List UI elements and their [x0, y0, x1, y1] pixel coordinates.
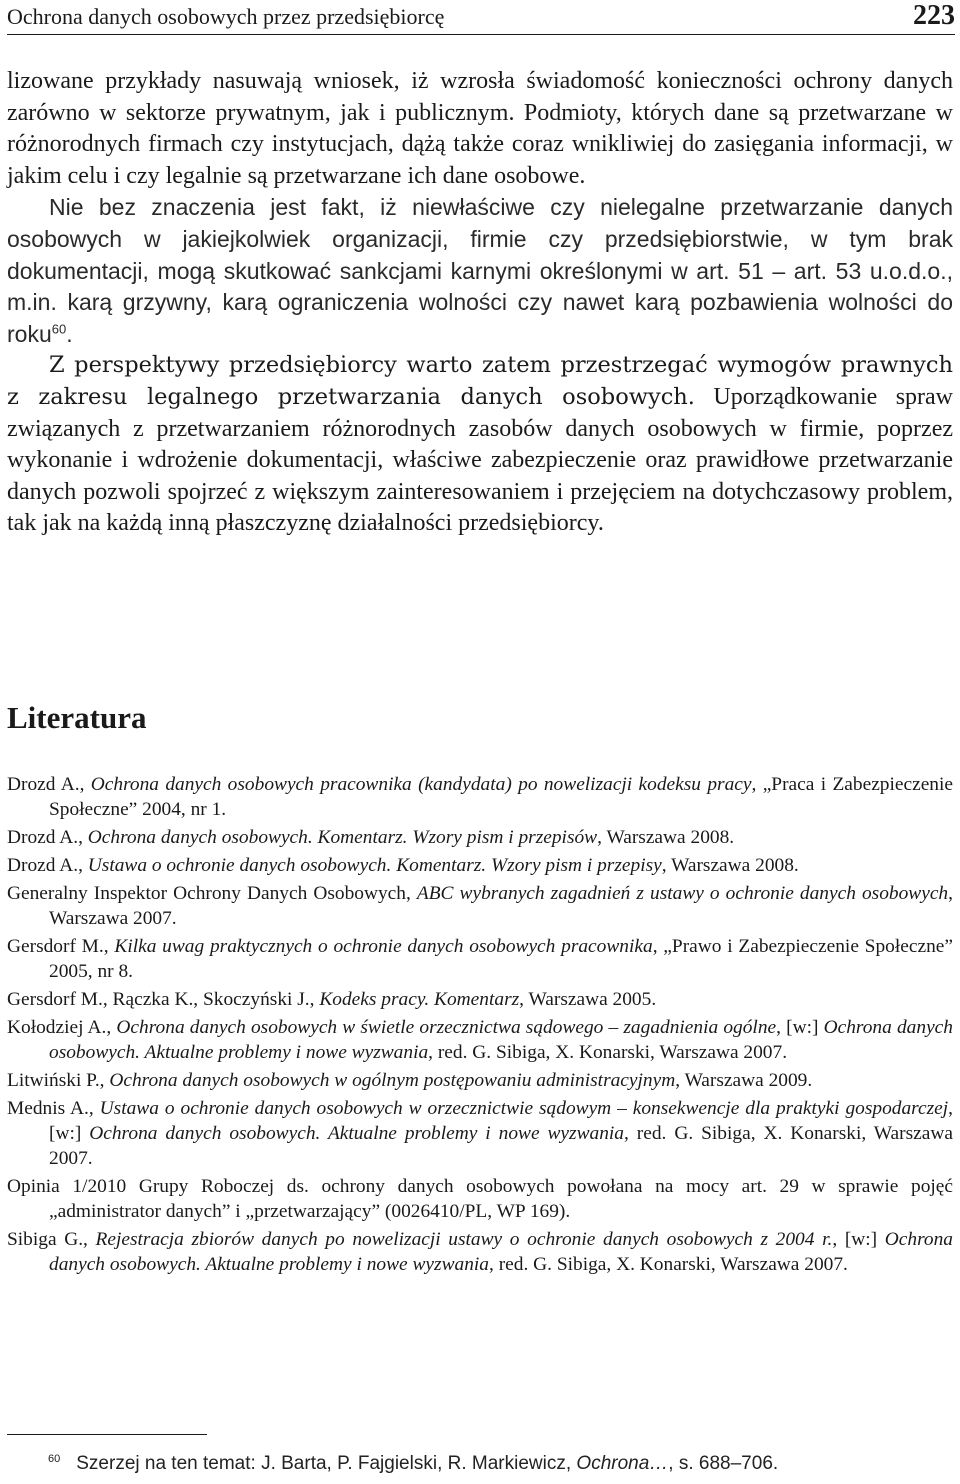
ref-author: Opinia 1/2010 Grupy Roboczej ds. ochrony danych osobowych powołana na mocy art. 29 w sprawie pojęć „administrator danych” i „przetwarzający” (0026410/PL, WP 169). — [7, 1176, 953, 1222]
ref-title: Rejestracja zbiorów danych po nowelizacji ustawy o ochronie danych osobowych z 2004 r. — [95, 1229, 833, 1250]
reference-item — [7, 825, 953, 850]
ref-author: Kołodziej A., — [7, 1017, 117, 1038]
paragraph-3-rest: Uporządkowanie spraw związanych z przetwarzaniem różnorodnych zasobów danych osobowych w firmie, poprzez wykonanie i wdrożenie dokumentacji, właściwe zabezpieczenie oraz prawidłowe przetwarzanie danych pozwoli spojrzeć z większym zainteresowaniem i przejęciem na dotychczasowy problem, tak jak na każdą inną płaszczyznę działalności przedsiębiorcy. — [7, 383, 954, 537]
footnote — [48, 1453, 778, 1475]
ref-title: Ochrona danych osobowych w ogólnym postępowaniu administracyjnym — [109, 1070, 676, 1091]
paragraph-2-text: Nie bez znaczenia jest fakt, iż niewłaściwe czy nielegalne przetwarzanie danych osobowych w jakiejkolwiek organizacji, firmie czy przedsiębiorstwie, w tym brak dokumentacji, mogą skutkować sankcjami karnymi określonymi w art. 51 – art. 53 u.o.d.o., m.in. karą grzywny, karą ograniczenia wolności czy nawet karą pozbawienia wolności do roku — [7, 194, 953, 347]
ref-title: Ustawa o ochronie danych osobowych. Komentarz. Wzory pism i przepisy — [87, 855, 662, 876]
ref-title: Ochrona danych osobowych. Komentarz. Wzory pism i przepisów — [87, 827, 598, 848]
ref-details: , Warszawa 2009. — [675, 1070, 813, 1091]
footnote-text: Szerzej na ten temat: J. Barta, P. Fajgielski, R. Markiewicz, — [76, 1453, 577, 1474]
ref-author: Generalny Inspektor Ochrony Danych Osobowych, — [7, 883, 417, 904]
ref-details: , [w:] — [776, 1017, 824, 1038]
reference-item — [7, 1068, 953, 1093]
paragraph-3-first-sentence: Z perspektywy przedsiębiorcy warto zatem przestrzegać wymogów prawnych z zakresu legalnego przetwarzania danych osobowych. — [7, 352, 953, 410]
reference-item — [7, 1096, 953, 1171]
paragraph-3 — [7, 350, 953, 540]
ref-author: Litwiński P., — [7, 1070, 110, 1091]
ref-author: Sibiga G., — [7, 1229, 96, 1250]
reference-item — [7, 1227, 953, 1277]
footnote-separator — [7, 1434, 207, 1435]
reference-item — [7, 934, 953, 984]
ref-author: Drozd A., — [7, 774, 91, 795]
ref-collection-details: , red. G. Sibiga, X. Konarski, Warszawa 2007. — [428, 1042, 788, 1063]
ref-author: Gersdorf M., — [7, 936, 115, 957]
reference-item — [7, 987, 953, 1012]
ref-collection-title: Ochrona danych osobowych. Aktualne problemy i nowe wyzwania — [89, 1123, 624, 1144]
ref-details: , „Praca i Zabezpieczenie Społeczne” 2004, nr 1. — [49, 774, 953, 820]
ref-collection-details: , red. G. Sibiga, X. Konarski, Warszawa 2007. — [49, 1123, 953, 1169]
ref-details: , Warszawa 2005. — [519, 989, 657, 1010]
footnote-italic-title: Ochrona… — [576, 1453, 669, 1474]
ref-title: ABC wybranych zagadnień z ustawy o ochronie danych osobowych — [416, 883, 949, 904]
ref-details: , Warszawa 2008. — [661, 855, 799, 876]
ref-collection-title: Ochrona danych osobowych. Aktualne problemy i nowe wyzwania — [49, 1017, 953, 1063]
reference-item — [7, 1174, 953, 1224]
ref-title: Ustawa o ochronie danych osobowych w orzecznictwie sądowym – konsekwencje dla praktyki gospodarczej — [99, 1098, 949, 1119]
ref-details: , [w:] — [832, 1229, 885, 1250]
ref-title: Ochrona danych osobowych w świetle orzecznictwa sądowego – zagadnienia ogólne — [116, 1017, 777, 1038]
main-text — [7, 66, 953, 540]
reference-item — [7, 772, 953, 822]
ref-title: Kodeks pracy. Komentarz — [319, 989, 520, 1010]
footnote-text-end: , s. 688–706. — [668, 1453, 779, 1474]
footnote-ref: 60 — [51, 321, 67, 337]
references-list — [7, 772, 953, 1280]
section-heading-literatura: Literatura — [7, 700, 147, 735]
ref-collection-title: Ochrona danych osobowych. Aktualne problemy i nowe wyzwania — [49, 1229, 953, 1275]
ref-author: Gersdorf M., Rączka K., Skoczyński J., — [7, 989, 320, 1010]
ref-details: , Warszawa 2007. — [49, 883, 953, 929]
ref-author: Drozd A., — [7, 827, 88, 848]
footnote-number: 60 — [48, 1453, 61, 1465]
ref-title: Ochrona danych osobowych pracownika (kandydata) po nowelizacji kodeksu pracy — [90, 774, 752, 795]
ref-collection-details: , red. G. Sibiga, X. Konarski, Warszawa 2007. — [489, 1254, 848, 1275]
reference-item — [7, 853, 953, 878]
reference-item — [7, 1015, 953, 1065]
ref-details: , [w:] — [49, 1098, 953, 1144]
page-number: 223 — [913, 0, 955, 31]
paragraph-1: lizowane przykłady nasuwają wniosek, iż wzrosła świadomość konieczności ochrony danych zarówno w sektorze prywatnym, jak i publicznym. Podmioty, których dane są przetwarzane w różnorodnych firmach czy instytucjach, dążą także coraz wnikliwiej do zasięgania informacji, w jakim celu i czy legalnie są przetwarzane ich dane osobowe. — [7, 68, 953, 189]
ref-author: Drozd A., — [7, 855, 88, 876]
reference-item — [7, 881, 953, 931]
ref-title: Kilka uwag praktycznych o ochronie danych osobowych pracownika — [114, 936, 653, 957]
ref-details: , „Prawo i Zabezpieczenie Społeczne” 2005, nr 8. — [49, 936, 953, 982]
running-header — [7, 0, 955, 35]
paragraph-2-end: . — [66, 320, 73, 347]
running-title: Ochrona danych osobowych przez przedsiębiorcę — [7, 4, 445, 29]
ref-author: Mednis A., — [7, 1098, 100, 1119]
paragraph-2 — [7, 192, 953, 350]
ref-details: , Warszawa 2008. — [597, 827, 735, 848]
